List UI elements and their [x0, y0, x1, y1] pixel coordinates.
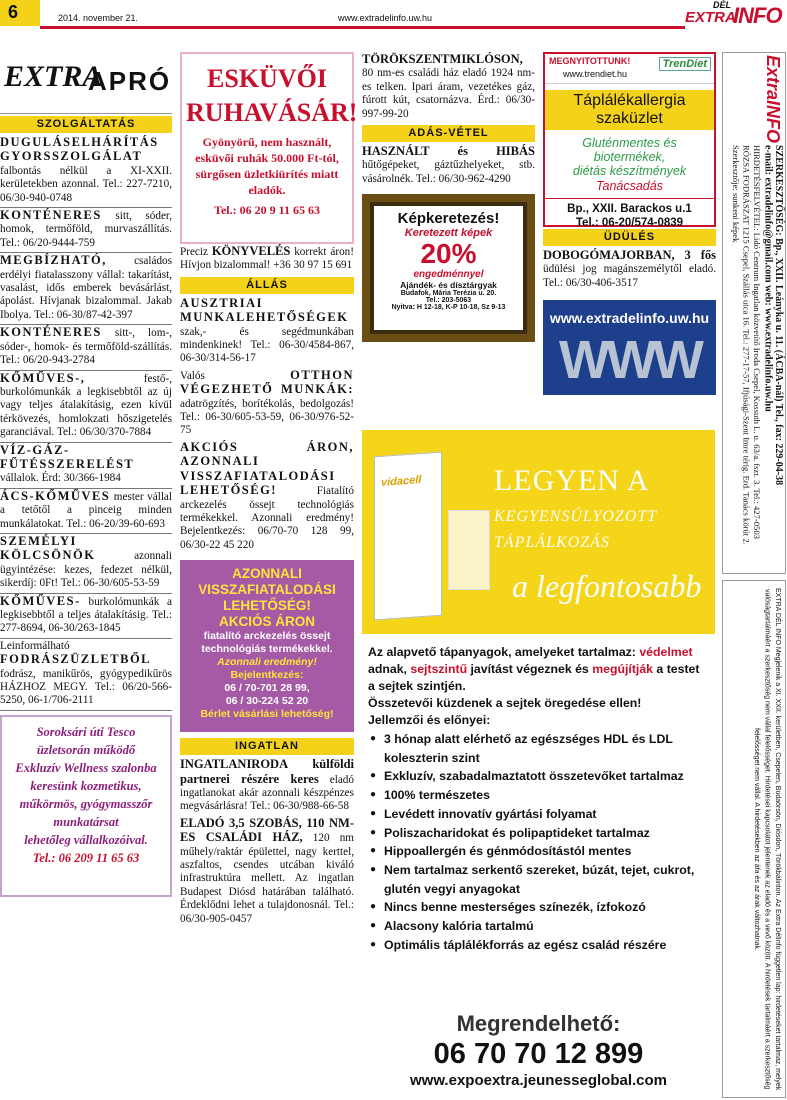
order-phone: 06 70 70 12 899 [433, 1038, 644, 1070]
section-allas: ÁLLÁS [180, 277, 354, 294]
rejuvenation-ad: AZONNALI VISSZAFIATALODÁSI LEHETŐSÉG! AKCIÓS ÁRON fiatalító arckezelés össejt technológiás termékekkel. Azonnali eredmény! Bejelentkezés: 06 / 70-701 28 99, 06 / 30-224 52 20 Bérlet vásárlási lehetőség! [180, 560, 354, 732]
product-sachet [448, 510, 490, 590]
benefit-item: ● Optimális táplálékforrás az egész család részére [368, 936, 709, 955]
classified-ad: MEGBÍZHATÓ, családos erdélyi fiatalasszony vállal: takarítást, vasalást, idős emberek bevásárlást, ápolást. Hívjanak bizalommal. Jakab Ibolya. Tel.: 06-30/87-42-397 [0, 253, 172, 325]
vidacell-banner: vidacell LEGYEN A KEGYENSÚLYOZOTT TÁPLÁLKOZÁS a legfontosabb [362, 430, 715, 634]
classified-ad: Leinformálható FODRÁSZÜZLETBŐL fodrász, manikűrös, gyógypedikűrös HÁZHOZ MEGY. Tel.: 06/20-566-5250, 06-1/706-2111 [0, 639, 172, 711]
bookkeeping-ad: Preciz KÖNYVELÉS korrekt áron! Hívjon bizalommal! +36 30 97 15 691 [180, 244, 354, 272]
section-szolgaltatas: SZOLGÁLTATÁS [0, 116, 172, 133]
holiday-ad: DOBOGÓMAJORBAN, 3 fős üdülési jog magánszemélytől eladó. Tel.: 06/30-406-3517 [543, 248, 716, 289]
picture-framing-ad: Képkeretezés! Keretezett képek 20% engedménnyel Ajándék- és dísztárgyak Budafok, Mária Terézia u. 20. Tel.: 203-5063 Nyitva: H 12-18, K-P 10-18, Sz 9-13 [362, 194, 535, 342]
section-adas-vetel: ADÁS-VÉTEL [362, 125, 535, 142]
order-box: Megrendelhető: 06 70 70 12 899 www.expoextra.jeunesseglobal.com [362, 1008, 715, 1100]
house-sale-ad: TÖRÖKSZENTMIKLÓSON, 80 nm-es családi ház eladó 1924 nm-es telken. Ipari áram, vezetékes gáz, fúrott kút, csatornázva. Érd.: 06/30-997-99-20 [362, 52, 535, 120]
benefit-item: ● Exkluzív, szabadalmaztatott összetevőket tartalmaz [368, 767, 709, 786]
benefit-item: ● Nem tartalmaz serkentő szereket, búzát, tejet, cukrot, glutén vegyi anyagokat [368, 861, 709, 898]
classified-ad: KONTÉNERES sitt, sóder, homok, termőföld, murvaszállítás. Tel.: 06/20-9444-759 [0, 208, 172, 253]
column-4 [543, 52, 716, 395]
classified-ad: VÍZ-GÁZ-FŰTÉSSZERELÉST vállalok. Érd: 30/366-1984 [0, 443, 172, 489]
classified-ad: AUSZTRIAI MUNKALEHETŐSÉGEK szak,- és segédmunkában mindenkinek! Tel.: 06-30/4584-867, 06-30/314-56-17 [180, 295, 354, 365]
trendiet-ad: MEGNYITOTTUNK! www.trendiet.hu TrenDiet Táplálékallergia szaküzlet Gluténmentes és biotermékek, diétás készítmények Tanácsadás Bp., XXII. Barackos u.1 Tel.: 06-20/574-0839 [543, 52, 716, 227]
vidacell-benefits: Az alapvető tápanyagok, amelyeket tartalmaz: védelmet adnak, sejtszintű javítást végeznek és megújítják a testet a sejtek szintjén. Összetevői küzdenek a sejtek öregedése ellen! Jellemzői és előnyei: ● 3 hónap alatt elérhető az egészséges HDL és LDL koleszterin szint ● Exkluzív, szabadalmaztatott összetevőket tartalmaz ● 100% természetes ● Levédett innovatív gyártási folyamat ● Poliszacharidokat és polipaptideket tartalmaz ● Hippoallergén és génmódosítástól mentes ● Nem tartalmaz serkentő szereket, búzát, tejet, cukrot, glutén vegyi anyagokat ● Nincs benne mesterséges színezék, ízfokozó ● Alacsony kalória tartalmú ● Optimális táplálékforrás az egész család részére [362, 640, 715, 1002]
header-rule [40, 26, 685, 29]
column-3 [362, 52, 535, 348]
disclaimer: EXTRA DÉL INFO Megjelenik a XI. XXII. kerületben, Csepelen, Budaörsön, Diósdon, Törökbálinton. Az Extra DélInfo független lap: hirdetéseket tartalmaz, melyek valóságtartalmáért a szerkesztőség nem vállal felelősséget. Hirdetései kapcsolatot jelentenek az eladó és a vevő között. A hirdetések tartalmáért a szerkesztőség felelősséget nem vállal. A hirdetésekben az áfa és az árak változhatnak. [722, 580, 786, 1098]
benefit-item: ● 100% természetes [368, 786, 709, 805]
www-graphic: WWW [559, 330, 700, 391]
classified-ad: DUGULÁSELHÁRÍTÁS GYORSSZOLGÁLAT falbontás nélkül a XI-XXII. kerületekben azonnal. Tel.: 227-7210, 06/30-940-0748 [0, 135, 172, 208]
trendiet-logo: TrenDiet [659, 57, 711, 71]
job-ads-list [180, 296, 354, 554]
classified-ad: KONTÉNERES sitt-, lom-, sóder-, homok- és termőföld-szállítás. Tel.: 06/20-943-2784 [0, 325, 172, 370]
fridge-buy-ad: HASZNÁLT és HIBÁS hűtőgépeket, gáztűzhelyeket, stb. vásárolnék. Tel.: 06/30-962-4290 [362, 144, 535, 185]
page-header [0, 0, 787, 32]
benefit-list [368, 730, 709, 954]
classified-ad: SZEMÉLYI KÖLCSÖNÖK azonnali ügyintézése: kezes, fedezet nélkül, sikerdíj: 0Ft! Tel.: 06-30/605-53-59 [0, 534, 172, 594]
column-apro [0, 52, 172, 897]
classified-ad: ÁCS-KŐMŰVES mester vállal a tetőtől a pinceig minden munkálatokat. Tel.: 06-20/39-60-693 [0, 489, 172, 534]
benefit-item: ● Hippoallergén és génmódosítástól mentes [368, 842, 709, 861]
realestate-ads-list [180, 757, 354, 928]
benefit-item: ● Levédett innovatív gyártási folyamat [368, 805, 709, 824]
website-banner[interactable]: www.extradelinfo.uw.hu WWW [543, 300, 716, 395]
issue-date: 2014. november 21. [58, 13, 139, 23]
classified-ad: KŐMŰVES- burkolómunkák a legkisebbtől a teljes átalakításig. Tel.: 277-8694, 06-30/263-1845 [0, 594, 172, 639]
apro-logo: EXTRA APRÓ [0, 52, 172, 114]
classified-ad: ELADÓ 3,5 SZOBÁS, 110 NM-ES CSALÁDI HÁZ, 120 nm műhely/raktár épülettel, nagy kerttel, aszfaltos, csendes utcában kiváló infrastruktúra mellett. Az ingatlan Budapest Diósd határában található. Érdeklődni lehet a tulajdonosnál. Tel.: 06/30-905-0457 [180, 815, 354, 925]
imprint-logo: ExtraINFO [763, 55, 783, 144]
classified-ad: INGATLANIRODA külföldi partnerei részére keres eladó ingatlanokat akár azonnali készpénzes megvásárlásra! Tel.: 06-30/988-66-58 [180, 757, 354, 813]
header-logo: DÉL EXTRA INFO [685, 0, 782, 28]
order-url[interactable]: www.expoextra.jeunesseglobal.com [409, 1072, 668, 1089]
tesco-ad: Soroksári úti Tesco üzletsorán működő Exkluzív Wellness szalonba keresünk kozmetikus, műkörmös, gyógymasszőr munkatársat lehetőleg vállalkozóival. Tel.: 06 209 11 65 63 [0, 715, 172, 897]
classified-ad: Valós OTTHON VÉGEZHETŐ MUNKÁK: adatrögzítés, borítékolás, bedolgozás! Tel.: 06-30/605-53-59, 06-30/976-52-75 [180, 367, 354, 437]
imprint-box: ExtraINFO SZERKESZTŐSÉG: Bp., XXII. Leányka u. 11. (ÁCBA-nál) Tel., fax: 229-04-38 e-mail: extradelinfo@gmail.com web: www.extradelinfo.uw.hu HIRDETÉSFELVÉTEL: Lidó Centrum Ingatlan közvetítő Iroda Csepel, Kossuth L. u. 63/a. fszt. 3. Tel.: 427-0503 RÓZSA FODRÁSZAT 1215 Csepel, Szállás utca 16. Tel.: 277-17-57, Ifjúsági-Szent Imre térig. Erd. Tanács körút 2. Szerkesztője: sunkeni képek [722, 52, 786, 574]
product-box: vidacell [374, 452, 442, 621]
section-ingatlan: INGATLAN [180, 738, 354, 755]
header-url[interactable]: www.extradelinfo.uw.hu [338, 13, 433, 23]
column-2 [180, 52, 358, 928]
benefit-item: ● Alacsony kalória tartalmú [368, 917, 709, 936]
classified-ad: AKCIÓS ÁRON, AZONNALI VISSZAFIATALODÁSI LEHETŐSÉG! Fiatalító arckezelés össejt technológiás termékekkel. Azonnali eredmény! Bejelentkezés: 06/70-70 128 99, 06/30-22 45 220 [180, 439, 354, 551]
section-udules: ÜDÜLÉS [543, 229, 716, 246]
benefit-item: ● 3 hónap alatt elérhető az egészséges HDL és LDL koleszterin szint [368, 730, 709, 767]
wedding-dress-ad: ESKÜVŐI RUHAVÁSÁR! Gyönyörű, nem használt, esküvői ruhák 50.000 Ft-tól, sürgősen üzletkiürítés miatt eladók. Tel.: 06 20 9 11 65 63 [180, 52, 354, 244]
benefit-item: ● Poliszacharidokat és polipaptideket tartalmaz [368, 824, 709, 843]
classified-ad: KŐMŰVES-, festő-, burkolómunkák a legkisebbtől az új vagy teljes átalakításig, ezen kívül térkövezés, homlokzati hőszigetelés garanciával. Tel.: 06/30/370-7884 [0, 371, 172, 443]
ads-list [0, 135, 172, 711]
page-number: 6 [0, 0, 40, 26]
benefit-item: ● Nincs benne mesterséges színezék, ízfokozó [368, 898, 709, 917]
